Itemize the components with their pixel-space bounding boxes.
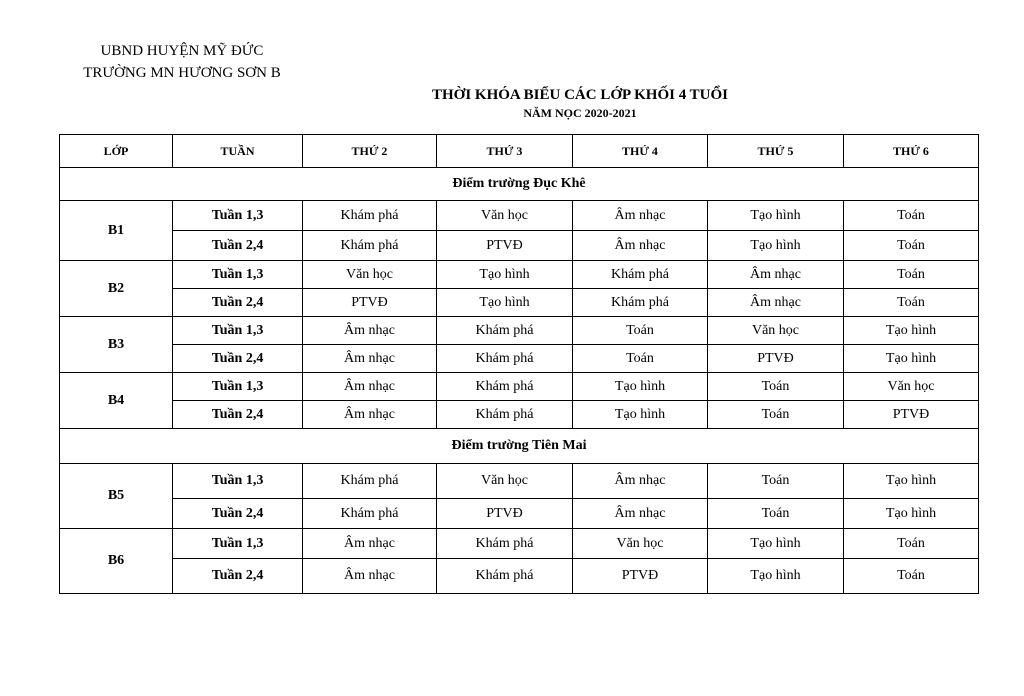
subject-cell: Âm nhạc [573,464,708,499]
document-title-block [340,85,820,121]
table-row [60,401,979,429]
subject-cell: Văn học [437,201,573,231]
col-header-wed: THỨ 4 [573,135,708,168]
subject-cell: Văn học [708,317,844,345]
subject-cell: Toán [708,401,844,429]
col-header-thu: THỨ 5 [708,135,844,168]
organization-header [62,40,302,84]
class-name: B1 [60,201,173,261]
subject-cell: PTVĐ [437,231,573,261]
subject-cell: Khám phá [303,464,437,499]
subject-cell: Toán [844,261,979,289]
week-label: Tuần 1,3 [173,373,303,401]
week-label: Tuần 2,4 [173,559,303,594]
subject-cell: Toán [844,289,979,317]
subject-cell: Toán [708,499,844,529]
week-label: Tuần 2,4 [173,289,303,317]
subject-cell: Toán [708,464,844,499]
subject-cell: Văn học [437,464,573,499]
subject-cell: Khám phá [437,529,573,559]
table-row [60,289,979,317]
subject-cell: Khám phá [437,345,573,373]
col-header-mon: THỨ 2 [303,135,437,168]
subject-cell: Toán [573,345,708,373]
subject-cell: Tạo hình [573,373,708,401]
week-label: Tuần 2,4 [173,345,303,373]
subject-cell: Âm nhạc [303,559,437,594]
subject-cell: Âm nhạc [303,373,437,401]
timetable-header-row [60,135,979,168]
subject-cell: Văn học [303,261,437,289]
subject-cell: Khám phá [437,373,573,401]
subject-cell: Tạo hình [437,289,573,317]
subject-cell: Âm nhạc [303,345,437,373]
subject-cell: Văn học [573,529,708,559]
subject-cell: Âm nhạc [573,499,708,529]
class-name: B2 [60,261,173,317]
subject-cell: Âm nhạc [303,317,437,345]
class-name: B3 [60,317,173,373]
week-label: Tuần 1,3 [173,261,303,289]
table-row [60,231,979,261]
col-header-week: TUẦN [173,135,303,168]
col-header-fri: THỨ 6 [844,135,979,168]
subject-cell: Âm nhạc [573,201,708,231]
subject-cell: Tạo hình [437,261,573,289]
subject-cell: Tạo hình [844,499,979,529]
week-label: Tuần 2,4 [173,231,303,261]
subject-cell: Tạo hình [573,401,708,429]
table-row [60,464,979,499]
subject-cell: Toán [844,231,979,261]
subject-cell: Khám phá [303,201,437,231]
col-header-class: LỚP [60,135,173,168]
org-line-1: UBND HUYỆN MỸ ĐỨC [100,43,264,59]
subject-cell: PTVĐ [844,401,979,429]
table-row [60,529,979,559]
subject-cell: Khám phá [437,559,573,594]
subject-cell: Khám phá [573,261,708,289]
week-label: Tuần 1,3 [173,317,303,345]
subject-cell: Âm nhạc [303,529,437,559]
subject-cell: Tạo hình [844,317,979,345]
table-row [60,261,979,289]
week-label: Tuần 2,4 [173,499,303,529]
table-row [60,559,979,594]
subject-cell: Toán [844,529,979,559]
subject-cell: Âm nhạc [573,231,708,261]
table-row [60,373,979,401]
subject-cell: Toán [844,559,979,594]
campus-row [60,429,979,464]
subject-cell: Khám phá [303,499,437,529]
document-subtitle: NĂM NỌC 2020-2021 [523,106,637,120]
subject-cell: Văn học [844,373,979,401]
subject-cell: PTVĐ [708,345,844,373]
col-header-tue: THỨ 3 [437,135,573,168]
document-title: THỜI KHÓA BIỂU CÁC LỚP KHỐI 4 TUỔI [431,87,729,103]
subject-cell: PTVĐ [573,559,708,594]
week-label: Tuần 1,3 [173,464,303,499]
subject-cell: PTVĐ [303,289,437,317]
subject-cell: Khám phá [303,231,437,261]
week-label: Tuần 1,3 [173,201,303,231]
subject-cell: Toán [573,317,708,345]
subject-cell: PTVĐ [437,499,573,529]
class-name: B5 [60,464,173,529]
class-name: B6 [60,529,173,594]
subject-cell: Tạo hình [708,231,844,261]
subject-cell: Âm nhạc [708,289,844,317]
subject-cell: Âm nhạc [303,401,437,429]
table-row [60,201,979,231]
subject-cell: Khám phá [573,289,708,317]
subject-cell: Toán [708,373,844,401]
table-row [60,499,979,529]
subject-cell: Khám phá [437,317,573,345]
campus-row [60,168,979,201]
campus-name: Điểm trường Tiên Mai [60,429,979,464]
subject-cell: Tạo hình [844,345,979,373]
subject-cell: Tạo hình [708,201,844,231]
org-line-2: TRƯỜNG MN HƯƠNG SƠN B [83,65,281,81]
subject-cell: Tạo hình [708,529,844,559]
campus-name: Điểm trường Đục Khê [60,168,979,201]
class-name: B4 [60,373,173,429]
table-row [60,345,979,373]
subject-cell: Tạo hình [708,559,844,594]
subject-cell: Âm nhạc [708,261,844,289]
week-label: Tuần 2,4 [173,401,303,429]
subject-cell: Toán [844,201,979,231]
week-label: Tuần 1,3 [173,529,303,559]
subject-cell: Tạo hình [844,464,979,499]
timetable [59,134,979,594]
table-row [60,317,979,345]
subject-cell: Khám phá [437,401,573,429]
